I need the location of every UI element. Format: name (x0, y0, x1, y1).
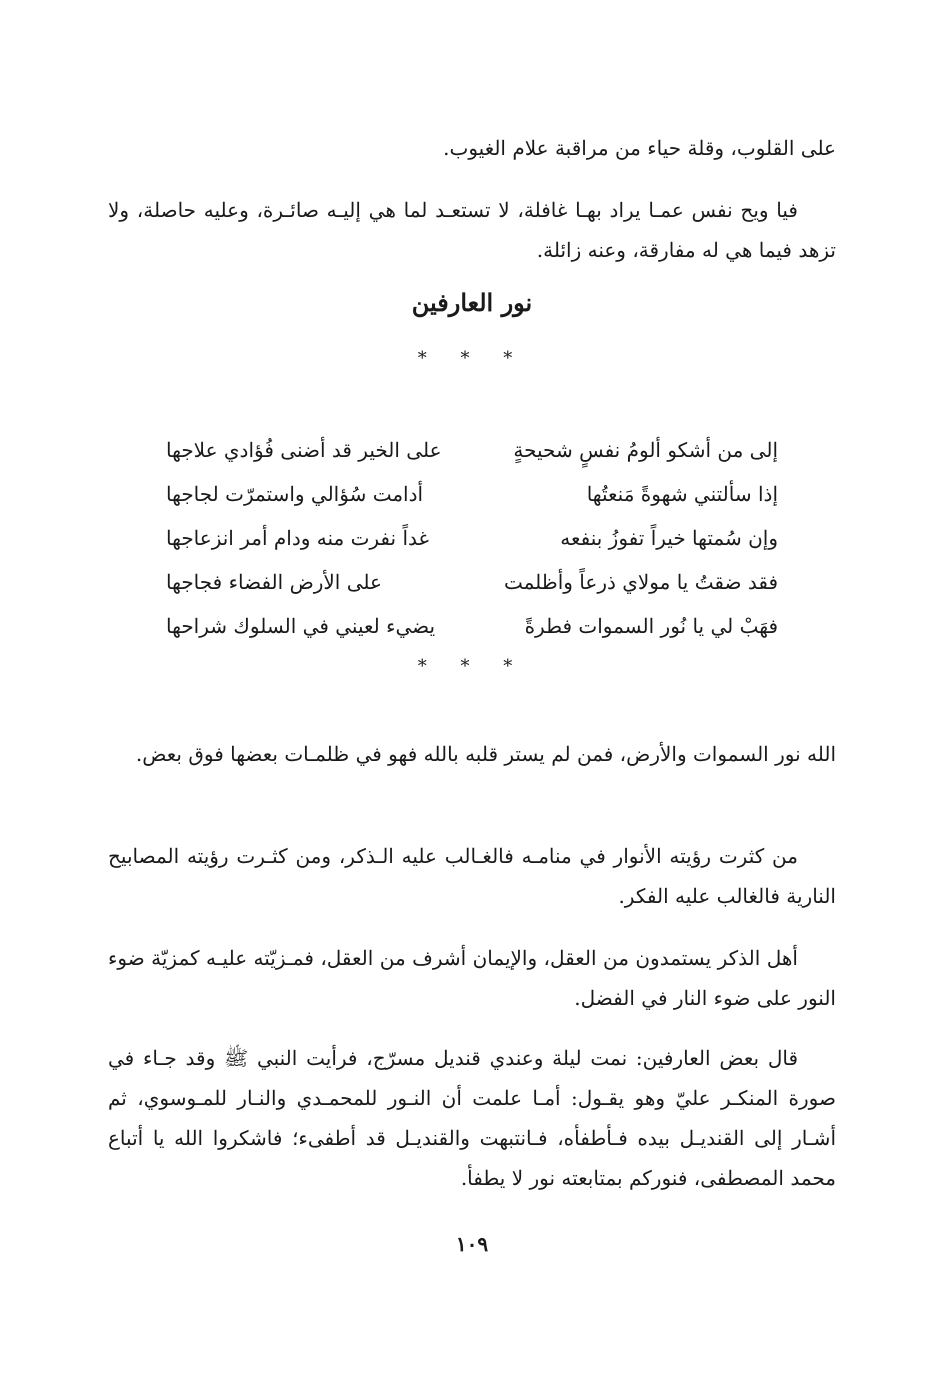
verse-4 (166, 560, 778, 604)
verse-3 (166, 516, 778, 560)
paragraph-soul: فيا ويح نفس عمـا يراد بهـا غافلة، لا تستعـد لما هي إليـه صائـرة، وعليه حاصلة، ولا تزهد فيما هي له مفارقة، وعنه زائلة. (108, 198, 836, 262)
paragraph-light: الله نور السموات والأرض، فمن لم يستر قلبه بالله فهو في ظلمـات بعضها فوق بعض. (135, 742, 836, 766)
verse-2-second-hemistich: أدامت سُؤالي واستمرّت لجاجها (166, 482, 424, 506)
verse-2-first-hemistich: إذا سألتني شهوةً مَنعتُها (586, 482, 778, 506)
verse-4-first-hemistich: فقد ضقتُ يا مولاي ذرعاً وأظلمت (503, 570, 778, 594)
poem (166, 428, 778, 648)
verse-5 (166, 604, 778, 648)
verse-1-second-hemistich: على الخير قد أضنى فُؤادي علاجها (166, 438, 442, 462)
verse-3-first-hemistich: وإن سُمتها خيراً تفوزُ بنفعه (560, 526, 778, 550)
section-title: نور العارفين (411, 288, 533, 317)
paragraph-dreams: من كثرت رؤيته الأنوار في منامـه فالغـالب عليه الـذكر، ومن كثـرت رؤيته المصابيح النارية فالغالب عليه الفكر. (108, 844, 836, 908)
paragraph-continuation: على القلوب، وقلة حياء من مراقبة علام الغيوب. (443, 136, 836, 160)
paragraph-story: قال بعض العارفين: نمت ليلة وعندي قنديل مسرّج، فرأيت النبي ﷺ وقد جـاء في صورة المنكـر عليّ وهو يقـول: أمـا علمت أن النـور للمحمـدي والنـار للمـوسوي، ثم أشـار إلى القنديـل بيده فـأطفأه، فـانتبهت والقنديـل قد أطفىء؛ فاشكروا الله يا أتباع محمد المصطفى، فنوركم بمتابعته نور لا يطفأ. (108, 1046, 836, 1190)
book-page (108, 0, 836, 1399)
paragraph-remembrance: أهل الذكر يستمدون من العقل، والإيمان أشرف من العقل، فمـزيّته عليـه كمزيّة ضوء النور على ضوء النار في الفضل. (108, 946, 836, 1010)
verse-1-first-hemistich: إلى من أشكو ألومُ نفسٍ شحيحةٍ (513, 438, 778, 462)
verse-3-second-hemistich: غداً نفرت منه ودام أمر انزعاجها (166, 526, 429, 550)
verse-5-second-hemistich: يضيء لعيني في السلوك شراحها (166, 614, 436, 638)
verse-2 (166, 472, 778, 516)
ornament-bottom: * * * (417, 656, 527, 677)
verse-1 (166, 428, 778, 472)
ornament-top: * * * (417, 348, 527, 369)
page-number: ١٠٩ (455, 1232, 489, 1256)
verse-5-first-hemistich: فهَبْ لي يا نُور السموات فطرةً (524, 614, 778, 638)
verse-4-second-hemistich: على الأرض الفضاء فجاجها (166, 570, 382, 594)
